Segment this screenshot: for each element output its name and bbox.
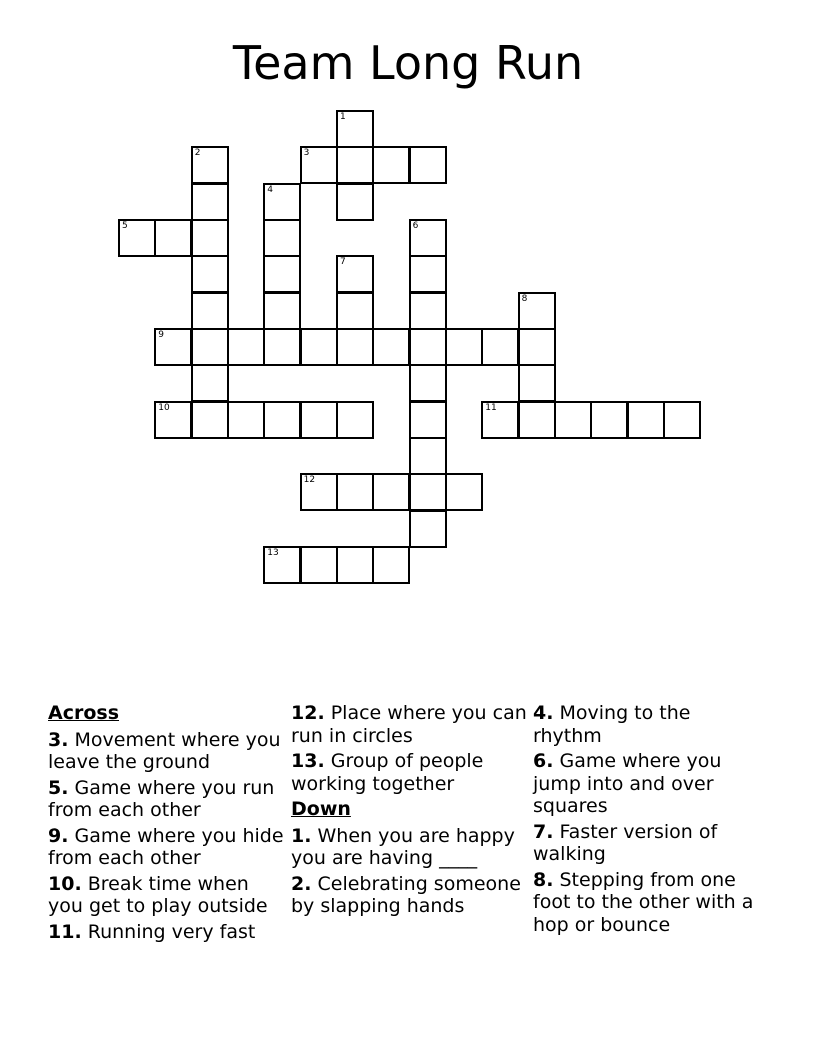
clue-text: Running very fast	[87, 920, 256, 943]
grid-cell[interactable]	[409, 219, 447, 257]
clue-number: 1.	[291, 824, 312, 847]
grid-cell[interactable]	[191, 292, 229, 330]
grid-cell[interactable]	[191, 183, 229, 221]
grid-cell[interactable]	[191, 364, 229, 402]
grid-cell[interactable]	[263, 546, 301, 584]
clue-item	[533, 750, 763, 818]
clue-number-label: 12	[303, 475, 316, 486]
grid-cell[interactable]	[154, 401, 192, 439]
clue-item	[533, 821, 763, 866]
grid-cell[interactable]	[300, 473, 338, 511]
clue-number-label: 5	[122, 221, 128, 231]
clue-number: 13.	[291, 750, 325, 772]
grid-cell[interactable]	[227, 328, 265, 366]
grid-cell[interactable]	[300, 401, 338, 439]
clue-item	[291, 873, 531, 918]
clue-number: 9.	[48, 824, 69, 847]
clue-text: Game where you jump into and over squares	[533, 750, 722, 817]
grid-cell[interactable]	[409, 146, 447, 184]
grid-cell[interactable]	[409, 473, 447, 511]
grid-cell[interactable]	[336, 255, 374, 293]
grid-cell[interactable]	[372, 473, 410, 511]
grid-cell[interactable]	[590, 401, 628, 439]
clue-number-label: 10	[158, 402, 170, 413]
grid-cell[interactable]	[300, 146, 338, 184]
grid-cell[interactable]	[191, 328, 229, 366]
grid-cell[interactable]	[336, 401, 374, 439]
clue-heading-across: Across	[48, 702, 120, 724]
grid-cell[interactable]	[518, 292, 556, 330]
puzzle-title: Team Long Run	[232, 36, 584, 90]
grid-cell[interactable]	[263, 255, 301, 293]
grid-cell[interactable]	[409, 328, 447, 366]
grid-cell[interactable]	[263, 219, 301, 257]
clue-number: 7.	[533, 820, 554, 843]
grid-cell[interactable]	[336, 328, 374, 366]
clue-text: Moving to the rhythm	[533, 702, 691, 747]
clue-number: 6.	[533, 750, 554, 772]
grid-cell[interactable]	[154, 219, 192, 257]
grid-cell[interactable]	[518, 364, 556, 402]
clue-text: Game where you hide from each other	[48, 824, 284, 869]
clue-text: Movement where you leave the ground	[48, 728, 281, 773]
clue-item	[533, 869, 763, 937]
clue-number-label: 7	[340, 257, 346, 268]
grid-cell[interactable]	[372, 546, 410, 584]
clue-column-3	[533, 702, 763, 939]
clue-number: 2.	[291, 872, 312, 895]
clue-item	[291, 750, 531, 795]
clue-number-label: 13	[267, 548, 279, 558]
clue-column-2	[291, 702, 531, 921]
clue-text: Faster version of walking	[533, 820, 718, 865]
clue-item	[533, 702, 763, 747]
grid-cell[interactable]	[409, 255, 447, 293]
clue-text: Stepping from one foot to the other with a hop or bounce	[533, 868, 754, 936]
clue-number-label: 11	[485, 402, 497, 413]
grid-cell[interactable]	[554, 401, 592, 439]
grid-cell[interactable]	[300, 328, 338, 366]
clue-number-label: 2	[194, 148, 201, 159]
grid-cell[interactable]	[191, 255, 229, 293]
clue-number: 5.	[48, 776, 69, 799]
clue-number: 3.	[48, 728, 69, 751]
clue-heading-down: Down	[291, 798, 351, 820]
grid-cell[interactable]	[518, 401, 556, 439]
clue-number-label: 1	[340, 112, 346, 122]
grid-cell[interactable]	[300, 546, 338, 584]
clue-item	[291, 825, 531, 870]
grid-cell[interactable]	[336, 110, 374, 148]
grid-cell[interactable]	[227, 401, 265, 439]
clue-number: 8.	[533, 868, 554, 891]
grid-cell[interactable]	[336, 292, 374, 330]
grid-cell[interactable]	[263, 328, 301, 366]
clue-text: Celebrating someone by slapping hands	[291, 872, 521, 917]
clue-number-label: 3	[303, 148, 310, 159]
grid-cell[interactable]	[336, 546, 374, 584]
grid-cell[interactable]	[191, 219, 229, 257]
grid-cell[interactable]	[481, 328, 519, 366]
grid-cell[interactable]	[191, 401, 229, 439]
grid-cell[interactable]	[445, 328, 483, 366]
grid-cell[interactable]	[336, 146, 374, 184]
clue-number-label: 4	[267, 184, 274, 195]
grid-cell[interactable]	[263, 292, 301, 330]
clue-item	[291, 702, 531, 747]
grid-cell[interactable]	[663, 401, 701, 439]
clue-text: Group of people working together	[291, 750, 484, 795]
grid-cell[interactable]	[409, 510, 447, 548]
clue-number: 12.	[291, 702, 325, 724]
clue-item	[48, 873, 288, 918]
clue-number-label: 9	[158, 330, 165, 340]
clue-text: When you are happy you are having ____	[291, 824, 515, 869]
grid-cell[interactable]	[409, 437, 447, 475]
clue-number-label: 8	[521, 293, 528, 304]
grid-cell[interactable]	[263, 183, 301, 221]
grid-cell[interactable]	[627, 401, 665, 439]
grid-cell[interactable]	[409, 292, 447, 330]
grid-cell[interactable]	[191, 146, 229, 184]
grid-cell[interactable]	[481, 401, 519, 439]
grid-cell[interactable]	[372, 146, 410, 184]
clue-item	[48, 921, 288, 944]
clue-column-1	[48, 702, 288, 946]
clue-item	[48, 825, 288, 870]
grid-cell[interactable]	[336, 183, 374, 221]
grid-cell[interactable]	[518, 328, 556, 366]
grid-cell[interactable]	[372, 328, 410, 366]
clue-number: 11.	[48, 920, 82, 943]
grid-cell[interactable]	[445, 473, 483, 511]
clue-text: Break time when you get to play outside	[48, 872, 268, 917]
grid-cell[interactable]	[118, 219, 156, 257]
clue-item	[48, 777, 288, 822]
clue-text: Place where you can run in circles	[291, 702, 527, 747]
grid-cell[interactable]	[409, 364, 447, 402]
clue-text: Game where you run from each other	[48, 776, 275, 821]
grid-cell[interactable]	[263, 401, 301, 439]
grid-cell[interactable]	[409, 401, 447, 439]
clue-number-label: 6	[412, 221, 419, 231]
clue-item	[48, 729, 288, 774]
grid-cell[interactable]	[336, 473, 374, 511]
grid-cell[interactable]	[154, 328, 192, 366]
clue-number: 4.	[533, 702, 554, 724]
clue-number: 10.	[48, 872, 82, 895]
